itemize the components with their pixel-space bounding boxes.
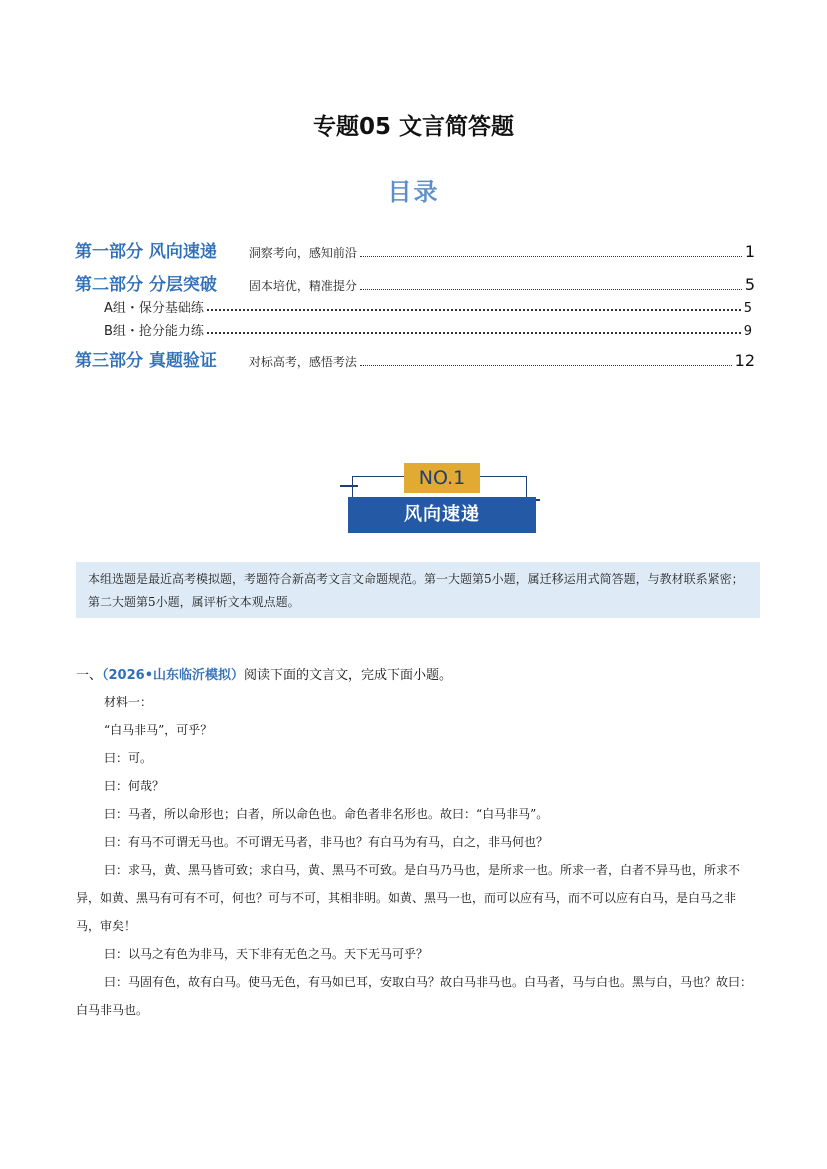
selection-note: 本组选题是最近高考模拟题，考题符合新高考文言文命题规范。第一大题第5小题，属迁移运用式简答题，与教材联系紧密；第二大题第5小题，属评析文本观点题。: [76, 562, 760, 618]
question-number: 一、: [76, 668, 103, 683]
toc-leader-dots: [360, 289, 742, 290]
badge-number: NO.1: [404, 463, 480, 493]
toc-sub-name: A组・保分基础练: [104, 301, 204, 316]
toc-sub-name: B组・抢分能力练: [104, 324, 204, 339]
toc-part-desc: 洞察考向，感知前沿: [248, 246, 357, 260]
material-label: 材料一：: [104, 695, 153, 709]
toc-part-name: 第二部分 分层突破: [75, 275, 217, 295]
toc-part-name: 第三部分 真题验证: [75, 351, 217, 371]
toc-entry-part-2[interactable]: [75, 270, 755, 295]
section-badge: [340, 463, 540, 541]
toc-page-number: 5: [744, 275, 755, 294]
toc-entry-group-b[interactable]: [104, 320, 752, 339]
toc-part-desc: 固本培优，精准提分: [248, 279, 357, 293]
question-source: （2026•山东临沂模拟）: [102, 668, 245, 683]
question-heading: [76, 664, 452, 683]
toc-page-number: 1: [744, 242, 755, 261]
toc-leader-dots: [207, 332, 741, 334]
toc-page-number: 9: [743, 324, 752, 339]
toc-leader-dots: [207, 309, 741, 311]
material-paragraph: 曰：马者，所以命形也；白者，所以命色也。命色者非名形也。故曰：“白马非马”。: [104, 807, 549, 821]
toc-entry-part-1[interactable]: [75, 237, 755, 262]
toc-entry-part-3[interactable]: [75, 346, 755, 371]
material-paragraph: 曰：可。: [104, 751, 153, 765]
material-paragraph: 曰：马固有色，故有白马。使马无色，有马如已耳，安取白马？故白马非马也。白马者，马与白也。黑与白，马也？故曰：白马非马也。: [76, 975, 753, 1017]
material-paragraph: 曰：有马不可谓无马也。不可谓无马者，非马也？有白马为有马，白之，非马何也？: [104, 835, 549, 849]
badge-label: 风向速递: [348, 497, 536, 533]
toc-part-name: 第一部分 风向速递: [75, 242, 217, 262]
document-title: 专题05 文言简答题: [312, 114, 514, 140]
toc-page-number: 12: [734, 351, 755, 370]
material-paragraph: 曰：求马，黄、黑马皆可致；求白马，黄、黑马不可致。是白马乃马也，是所求一也。所求一者，白者不异马也，所求不异，如黄、黑马有可有不可，何也？可与不可，其相非明。如黄、黑马一也，而可以应有马，而不可以应有白马，是白马之非马，审矣！: [76, 863, 741, 933]
toc-leader-dots: [360, 256, 742, 257]
toc-leader-dots: [360, 365, 732, 366]
material-paragraph: “白马非马”，可乎？: [104, 723, 213, 737]
toc-heading: 目录: [387, 178, 440, 206]
material-paragraph: 曰：何哉？: [104, 779, 165, 793]
toc-part-desc: 对标高考，感悟考法: [248, 355, 357, 369]
question-instruction: 阅读下面的文言文，完成下面小题。: [244, 668, 453, 683]
toc-page-number: 5: [743, 301, 752, 316]
material-paragraph: 曰：以马之有色为非马，天下非有无色之马。天下无马可乎？: [104, 947, 429, 961]
badge-line: [340, 485, 358, 487]
toc-entry-group-a[interactable]: [104, 297, 752, 316]
